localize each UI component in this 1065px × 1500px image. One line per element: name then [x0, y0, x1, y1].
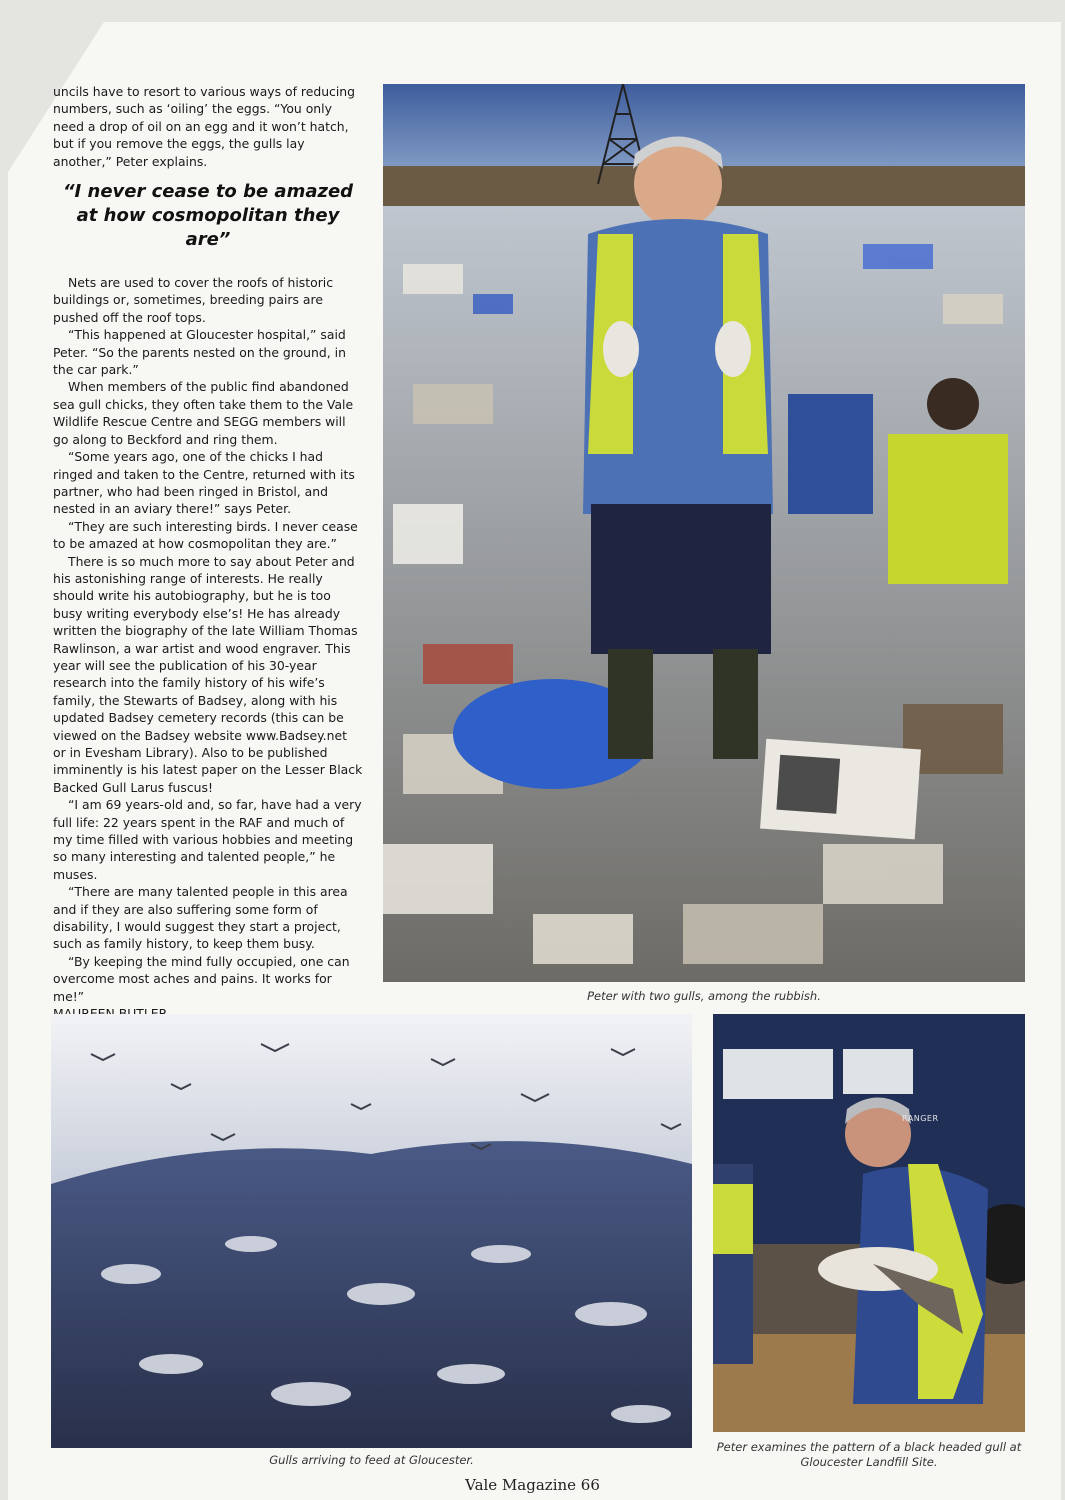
- article-paragraph: “Some years ago, one of the chicks I had ringed and taken to the Centre, returned with its partner, who had been ringed in Bristol, and nested in an aviary there!” says Peter.: [53, 449, 355, 517]
- main-photo: [383, 84, 1025, 982]
- article-text-column: [53, 83, 363, 1023]
- article-paragraph: uncils have to resort to various ways of reducing numbers, such as ‘oiling’ the eggs. “You only need a drop of oil on an egg and it won’t hatch, but if you remove the eggs, the gulls lay another,” Peter explains.: [53, 84, 356, 169]
- gulls-photo-caption: Gulls arriving to feed at Gloucester.: [269, 1453, 474, 1467]
- article-paragraph: “They are such interesting birds. I never cease to be amazed at how cosmopolitan they are.”: [53, 518, 358, 552]
- examine-gull-photo: [713, 1014, 1025, 1432]
- article-paragraph: “I am 69 years-old and, so far, have had a very full life: 22 years spent in the RAF and much of my time filled with various hobbies and meeting so many interesting and talented people,” he muses.: [53, 797, 362, 882]
- article-paragraph: When members of the public find abandoned sea gull chicks, they often take them to the Vale Wildlife Rescue Centre and SEGG members will go along to Beckford and ring them.: [53, 379, 354, 447]
- main-photo-caption: Peter with two gulls, among the rubbish.: [587, 989, 821, 1003]
- article-paragraph: Nets are used to cover the roofs of historic buildings or, sometimes, breeding pairs are pushed off the roof tops.: [53, 275, 334, 325]
- page-footer: Vale Magazine 66: [465, 1476, 600, 1494]
- article-paragraph: “This happened at Gloucester hospital,” said Peter. “So the parents nested on the ground, in the car park.”: [53, 327, 346, 378]
- gulls-photo: [51, 1014, 692, 1448]
- pull-quote: “I never cease to be amazed at how cosmopolitan they are”: [62, 181, 354, 251]
- article-paragraph: There is so much more to say about Peter and his astonishing range of interests. He really should write his autobiography, but he is too busy writing everybody else’s! He has already written the biography of the late William Thomas Rawlinson, a war artist and wood engraver. This year will see the publication of his 30-year research into the family history of his wife’s family, the Stewarts of Badsey, along with his updated Badsey cemetery records (this can be viewed on the Badsey website www.Badsey.net or in Evesham Library). Also to be published imminently is his latest paper on the Lesser Black Backed Gull Larus fuscus!: [53, 553, 363, 795]
- article-paragraph: “There are many talented people in this area and if they are also suffering some form of disability, I would suggest they start a project, such as family history, to keep them busy.: [53, 884, 348, 952]
- article-paragraph: “By keeping the mind fully occupied, one can overcome most aches and pains. It works for me!”: [53, 953, 350, 1004]
- truck-badge-text: RANGER: [902, 1114, 939, 1123]
- examine-photo-caption: Peter examines the pattern of a black headed gull at Gloucester Landfill Site.: [716, 1440, 1022, 1469]
